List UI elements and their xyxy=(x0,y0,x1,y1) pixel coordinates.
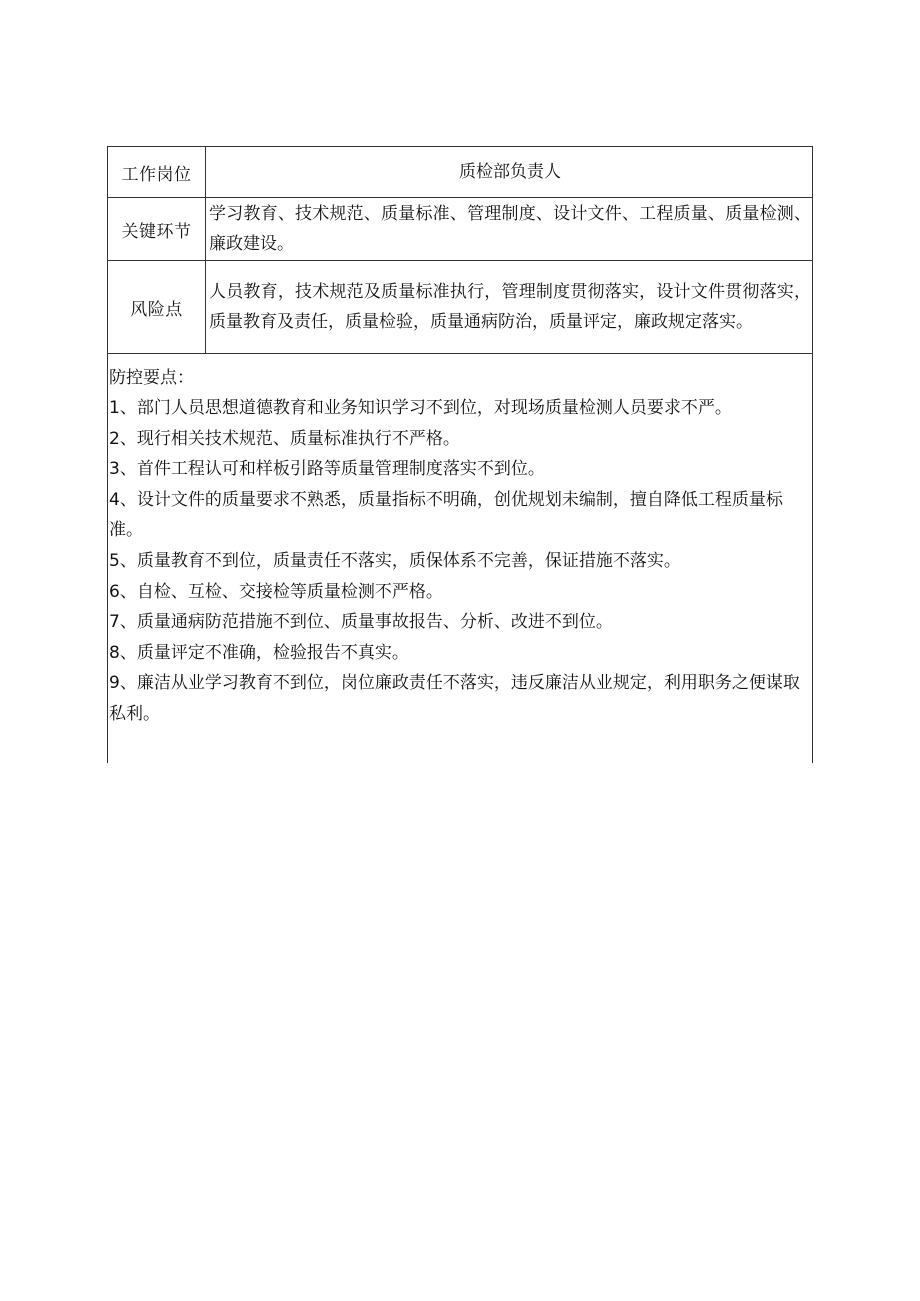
position-value: 质检部负责人 xyxy=(206,147,813,198)
control-point-item: 7、质量通病防范措施不到位、质量事故报告、分析、改进不到位。 xyxy=(109,612,613,633)
control-point-item: 9、廉洁从业学习教育不到位，岗位廉政责任不落实，违反廉洁从业规定，利用职务之便谋取私利。 xyxy=(109,673,800,724)
control-point-item: 8、质量评定不准确，检验报告不真实。 xyxy=(109,642,409,663)
key-link-value: 学习教育、技术规范、质量标准、管理制度、设计文件、工程质量、质量检测、廉政建设。 xyxy=(206,198,813,261)
table-row xyxy=(108,198,813,261)
risk-point-label: 风险点 xyxy=(108,261,206,354)
control-points-title: 防控要点： xyxy=(109,368,194,388)
control-point-item: 2、现行相关技术规范、质量标准执行不严格。 xyxy=(109,428,460,449)
table-row xyxy=(108,354,813,764)
control-point-item: 1、部门人员思想道德教育和业务知识学习不到位，对现场质量检测人员要求不严。 xyxy=(109,398,732,418)
control-point-item: 4、设计文件的质量要求不熟悉，质量指标不明确，创优规划未编制，擅自降低工程质量标准。 xyxy=(109,489,783,541)
position-label: 工作岗位 xyxy=(108,147,206,198)
control-point-item: 6、自检、互检、交接检等质量检测不严格。 xyxy=(109,581,443,602)
control-points-cell xyxy=(108,354,813,764)
table-row xyxy=(108,261,813,354)
control-points-content xyxy=(109,363,809,754)
risk-point-value: 人员教育，技术规范及质量标准执行，管理制度贯彻落实，设计文件贯彻落实，质量教育及责任，质量检验，质量通病防治，质量评定，廉政规定落实。 xyxy=(206,261,813,354)
key-link-label: 关键环节 xyxy=(108,198,206,261)
risk-control-table xyxy=(107,146,813,763)
table-row xyxy=(108,147,813,198)
control-point-item: 3、首件工程认可和样板引路等质量管理制度落实不到位。 xyxy=(109,459,545,480)
control-point-item: 5、质量教育不到位，质量责任不落实，质保体系不完善，保证措施不落实。 xyxy=(109,550,681,571)
